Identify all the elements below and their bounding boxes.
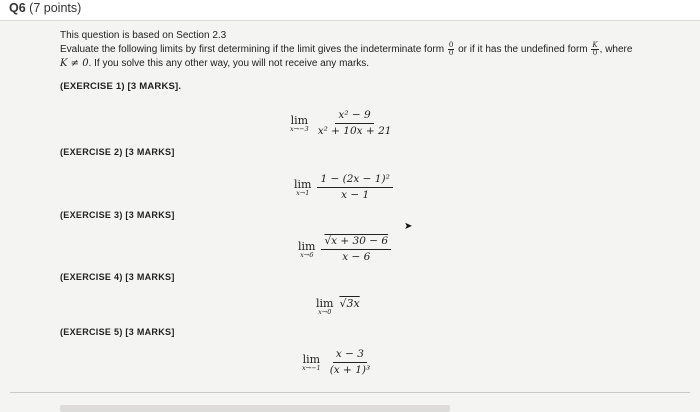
exercise-1-limit bbox=[290, 109, 394, 138]
exercise-5-limit bbox=[302, 348, 373, 377]
indeterminate-form-fraction: $\frac{0}{0}$ bbox=[448, 41, 454, 57]
exercise-3-limit bbox=[298, 235, 391, 264]
question-points: (7 points) bbox=[29, 1, 82, 15]
exercise-2-label: (EXERCISE 2) [3 MARKS] bbox=[60, 147, 175, 157]
question-instructions bbox=[60, 29, 680, 70]
mouse-pointer-icon: ➤ bbox=[404, 221, 413, 232]
limit-fraction: √x + 30 − 6 x − 6 bbox=[321, 235, 391, 264]
exercise-1-label: (EXERCISE 1) [3 MARKS]. bbox=[60, 81, 182, 92]
undefined-form-fraction: $\frac{K}{0}$ bbox=[592, 41, 598, 57]
limit-operator: lim x→0 bbox=[316, 297, 334, 316]
limit-fraction: 1 − (2x − 1)² x − 1 bbox=[317, 173, 392, 202]
question-header bbox=[0, 0, 700, 21]
limit-fraction: x² − 9 x² + 10x + 21 bbox=[317, 109, 392, 137]
question-title bbox=[9, 1, 81, 15]
divider bbox=[10, 392, 690, 393]
instruction-line-2: K ≠ 0. If you solve this any other way, you will not receive any marks. bbox=[60, 58, 370, 69]
limit-operator: lim x→−1 bbox=[302, 352, 321, 372]
limit-operator: lim x→6 bbox=[298, 239, 316, 259]
limit-fraction: x − 3 (x + 1)³ bbox=[329, 348, 371, 376]
instruction-line: Evaluate the following limits by first determining if the limit gives the indeterminate form $\frac{0}{0}$ or if it has the undefined form $\frac{K}{0}$ , where bbox=[60, 41, 633, 57]
limit-operator: lim x→1 bbox=[294, 177, 312, 197]
exercise-3-label: (EXERCISE 3) [3 MARKS] bbox=[60, 210, 175, 220]
section-reference: This question is based on Section 2.3 bbox=[60, 30, 227, 41]
exercise-5-label: (EXERCISE 5) [3 MARKS] bbox=[60, 327, 175, 337]
exercise-4-label: (EXERCISE 4) [3 MARKS] bbox=[60, 272, 175, 282]
exercise-4-limit bbox=[316, 298, 360, 316]
question-number: Q6 bbox=[9, 1, 26, 15]
limit-operator: lim x→−3 bbox=[290, 113, 309, 133]
answer-area[interactable] bbox=[60, 405, 450, 412]
exercise-2-limit bbox=[294, 173, 393, 202]
limit-expression: √3x bbox=[339, 296, 360, 310]
